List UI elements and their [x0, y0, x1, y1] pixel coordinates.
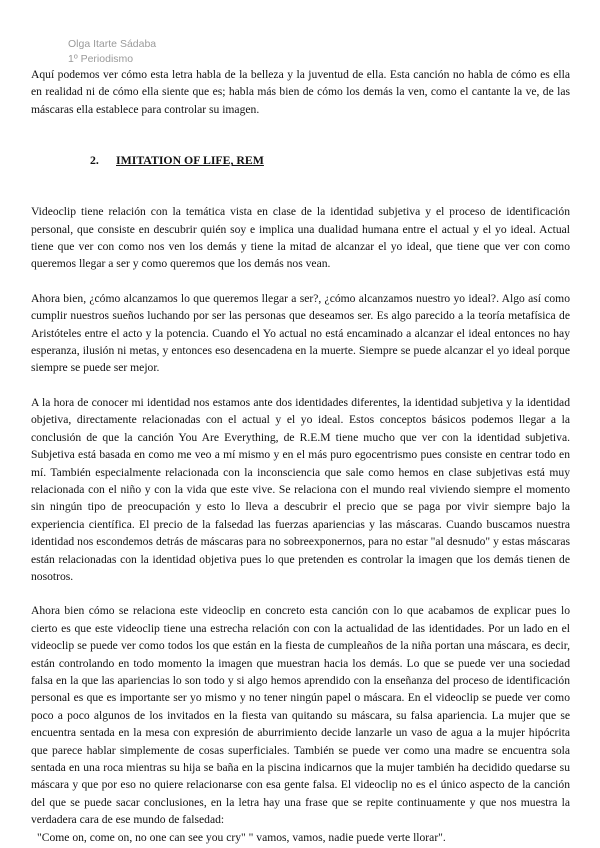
paragraph-subjective-identity: A la hora de conocer mi identidad nos estamos ante dos identidades diferentes, la identidad subjetiva y la identidad objetiva, directamente relacionadas con el actual y el yo ideal. Estos conceptos básicos podemos llegar a la conclusión de que la canción You Are Everything, de R.E.M tiene mucho que ver con la identidad subjetiva. Subjetiva está basada en como me veo a mí mismo y en el más puro egocentrismo pues consiste en centrar todo en mí. También especialmente relacionada con la inconsciencia que sale como hemos en clase subjetivas está muy relacionada con el niño y con la vida que este vive. Se relaciona con el mundo real viviendo siempre el momento sin ningún tipo de preocupación y esto lo lleva a descubrir el precio que se paga por vivir siempre bajo la experiencia científica. El precio de la falsedad las fuerzas apariencias y las máscaras. Cuando buscamos nuestra identidad nos escondemos detrás de máscaras para no sobreexponernos, para no estar "al desnudo" y estas máscaras están relacionadas con la identidad objetiva pues lo que pretenden es controlar la imagen que los demás tienen de nosotros.: [31, 395, 570, 583]
spacer: [31, 377, 570, 394]
paragraph-ideal-self: Ahora bien, ¿cómo alcanzamos lo que queremos llegar a ser?, ¿cómo alcanzamos nuestro yo ideal?. Algo así como cumplir nuestros sueños luchando por ser las personas que deseamos ser. Es algo parecido a la teoría metafísica de Aristóteles entre el acto y la potencia. Cuando el Yo actual no está encaminado a alcanzar el ideal entonces no hay esperanza, ilusión ni metas, y entonces eso desencadena en la muerte. Siempre se puede alcanzar el yo ideal porque siempre se puede ser mejor.: [31, 291, 570, 375]
course-label: 1º Periodismo: [68, 53, 134, 65]
lyrics-quote: "Come on, come on, no one can see you cry" " vamos, vamos, nadie puede verte llorar".: [37, 830, 446, 844]
spacer: [31, 585, 570, 602]
author-name: Olga Itarte Sádaba: [68, 38, 157, 50]
section-number: 2.: [90, 153, 99, 168]
paragraph-intro: Aquí podemos ver cómo esta letra habla de la belleza y la juventud de ella. Esta canción no habla de cómo es ella en realidad ni de cómo ella siente que es; habla más bien de cómo los demás la ven, como el cantante la ve, de las máscaras ella establece para controlar su imagen.: [31, 68, 570, 116]
section-title: IMITATION OF LIFE, REM: [116, 153, 264, 168]
spacer: [31, 169, 570, 203]
document-body: [31, 66, 570, 846]
section-heading: [31, 152, 570, 169]
paragraph-videoclip: Ahora bien cómo se relaciona este videoclip en concreto esta canción con lo que acabamos de explicar pues lo cierto es que este videoclip tiene una estrecha relación con con la actualidad de las identidades. Por un lado en el videoclip se puede ver como todos los que están en la fiesta de cumpleaños de la niña portan una máscara, es decir, están controlando en todo momento la imagen que muestran hacia los demás. Lo que se puede ver una sociedad falsa en la que las apariencias lo son todo y si algo hemos aprendido con la enseñanza del proceso de identificación personal es que es importante ser yo mismo y no tener ningún papel o máscara. En el videoclip se puede ver como poco a poco algunos de los invitados en la fiesta van quitando su máscara, su falsa apariencia. La mujer que se encuentra sentada en la mesa con expresión de aburrimiento decide lanzarle un vaso de agua a la mujer hipócrita que parece hablar simplemente de cosas superficiales. También se puede ver como una madre se encuentra sola sentada en una roca mientras su hija se baña en la piscina indicarnos que la mujer también ha decidido quedarse su máscara y que por eso no quiere relacionarse con esa gente falsa. El videoclip no es el único aspecto de la canción del que se puede sacar conclusiones, en la letra hay una frase que se repite continuamente y que nos muestra la verdadera cara de ese mundo de falsedad:: [31, 604, 570, 827]
spacer: [31, 273, 570, 290]
page-header: [68, 37, 156, 67]
paragraph-identity: Videoclip tiene relación con la temática vista en clase de la identidad subjetiva y el proceso de identificación personal, que consiste en descubrir quién soy e implica una dualidad humana entre el actual y el yo ideal. Actual tiene que ver con como nos ven los demás y tiene la mitad de alcanzar el yo ideal, que tiene que ver con como queremos llegar a ser y como queremos que los demás nos vean.: [31, 205, 570, 271]
spacer: [31, 118, 570, 152]
